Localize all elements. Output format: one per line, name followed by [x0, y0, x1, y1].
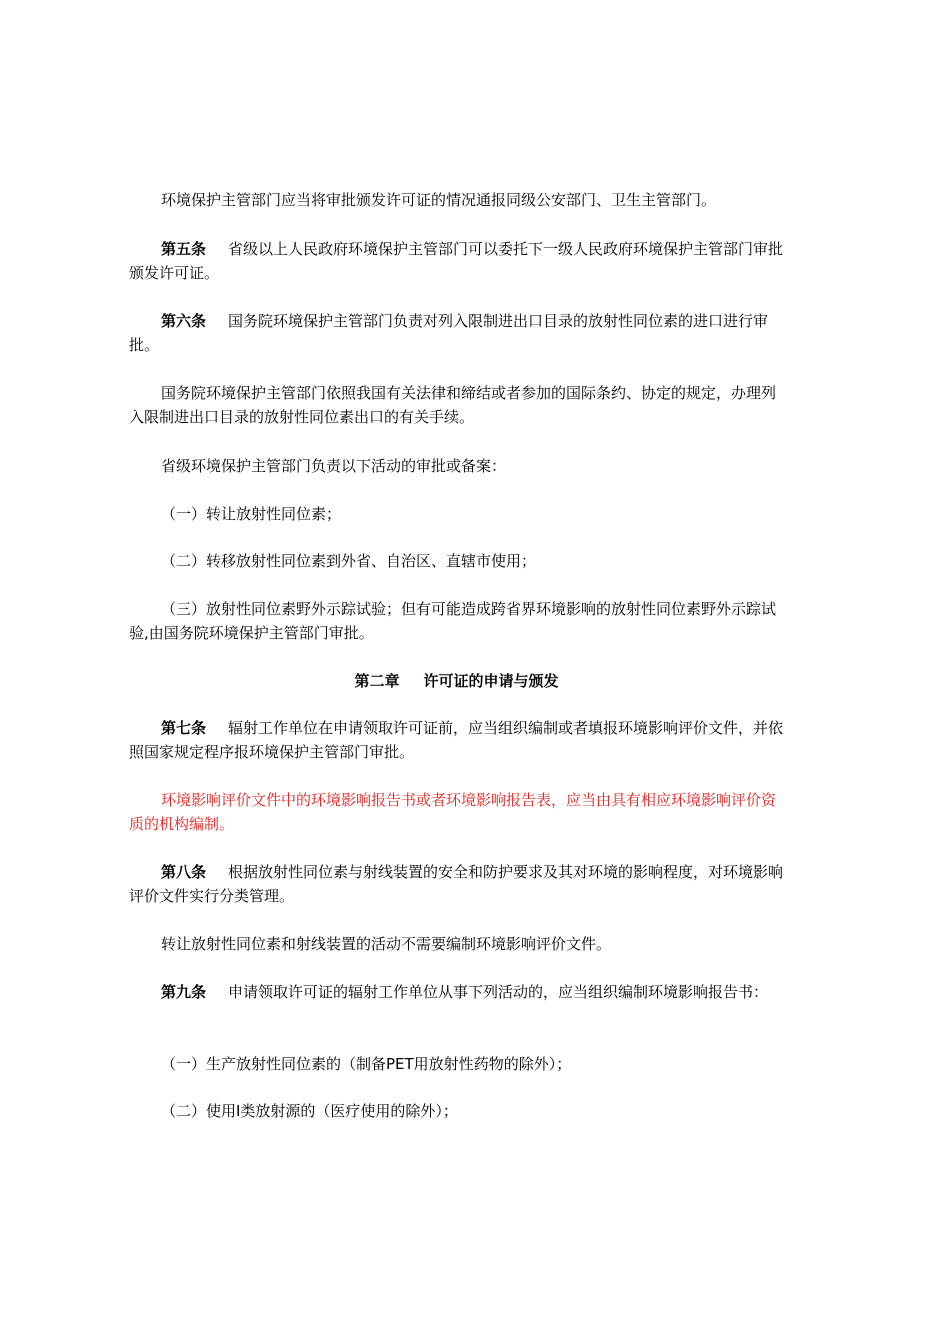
chapter-title: 许可证的申请与颁发 [423, 672, 559, 690]
paragraph-provincial [129, 454, 784, 478]
article-number: 第六条 [161, 312, 207, 330]
paragraph-text: 国务院环境保护主管部门依照我国有关法律和缔结或者参加的国际条约、协定的规定，办理列入限制进出口目录的放射性同位素出口的有关手续。 [129, 384, 777, 426]
paragraph-text: 环境影响评价文件中的环境影响报告书或者环境影响报告表，应当由具有相应环境影响评价资质的机构编制。 [129, 791, 777, 833]
paragraph-notification [129, 188, 784, 212]
paragraph-export [129, 381, 784, 429]
paragraph-transfer [129, 932, 784, 956]
paragraph-text: 根据放射性同位素与射线装置的安全和防护要求及其对环境的影响程度，对环境影响评价文件实行分类管理。 [129, 863, 784, 905]
paragraph-text: （一）转让放射性同位素； [161, 505, 342, 523]
paragraph-text: 辐射工作单位在申请领取许可证前，应当组织编制或者填报环境影响评价文件，并依照国家规定程序报环境保护主管部门审批。 [129, 719, 784, 761]
paragraph-text: 省级环境保护主管部门负责以下活动的审批或备案： [161, 457, 507, 475]
article-6 [129, 309, 784, 357]
article-8 [129, 860, 784, 908]
chapter-heading [129, 669, 784, 693]
paragraph-text: （一）生产放射性同位素的（制备PET用放射性药物的除外）； [161, 1055, 572, 1073]
list-item [129, 549, 784, 573]
list-item [129, 597, 784, 645]
list-item [129, 502, 784, 526]
article-7 [129, 716, 784, 764]
article-9 [129, 980, 784, 1004]
article-5 [129, 237, 784, 285]
article-number: 第七条 [161, 719, 207, 737]
article-number: 第五条 [161, 240, 207, 258]
chapter-number: 第二章 [354, 672, 400, 690]
list-item [129, 1099, 784, 1123]
paragraph-text: （二）转移放射性同位素到外省、自治区、直辖市使用； [161, 552, 537, 570]
paragraph-text: 环境保护主管部门应当将审批颁发许可证的情况通报同级公安部门、卫生主管部门。 [161, 191, 717, 209]
article-number: 第九条 [161, 983, 207, 1001]
paragraph-highlighted [129, 788, 784, 836]
paragraph-text: 省级以上人民政府环境保护主管部门可以委托下一级人民政府环境保护主管部门审批颁发许可证。 [129, 240, 784, 282]
paragraph-text: 申请领取许可证的辐射工作单位从事下列活动的，应当组织编制环境影响报告书： [228, 983, 769, 1001]
list-item [129, 1052, 784, 1076]
paragraph-text: （二）使用Ⅰ类放射源的（医疗使用的除外）； [161, 1102, 458, 1120]
paragraph-text: 转让放射性同位素和射线装置的活动不需要编制环境影响评价文件。 [161, 935, 612, 953]
article-number: 第八条 [161, 863, 207, 881]
paragraph-text: （三）放射性同位素野外示踪试验；但有可能造成跨省界环境影响的放射性同位素野外示踪试验,由国务院环境保护主管部门审批。 [129, 600, 777, 642]
paragraph-text: 国务院环境保护主管部门负责对列入限制进出口目录的放射性同位素的进口进行审批。 [129, 312, 769, 354]
